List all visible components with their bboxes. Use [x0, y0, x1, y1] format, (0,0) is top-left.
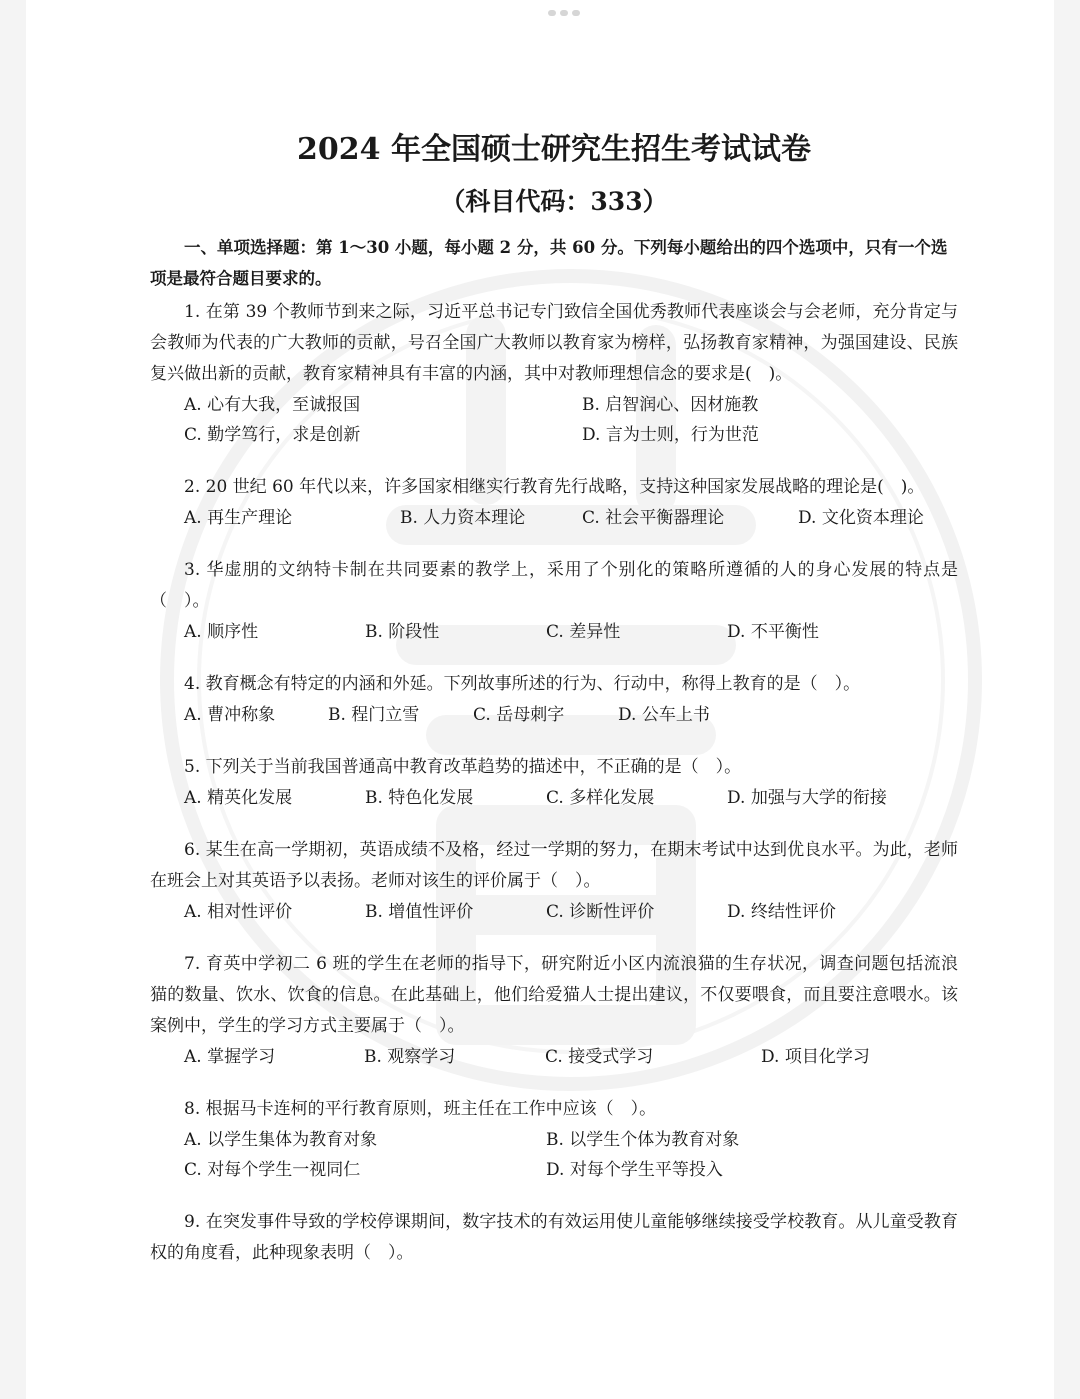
question-stem: 5. 下列关于当前我国普通高中教育改革趋势的描述中，不正确的是（ ）。	[184, 757, 742, 777]
option-c: C. 勤学笃行，求是创新	[184, 425, 361, 445]
option-d: D. 终结性评价	[727, 902, 836, 922]
option-b: B. 特色化发展	[365, 788, 474, 808]
question-1	[150, 297, 958, 450]
option-b: B. 阶段性	[365, 622, 440, 642]
option-c: C. 社会平衡器理论	[582, 508, 725, 528]
question-2	[150, 472, 958, 533]
question-9	[150, 1207, 958, 1269]
option-list	[150, 1042, 958, 1072]
option-a: A. 精英化发展	[184, 788, 293, 808]
option-a: A. 心有大我，至诚报国	[184, 395, 361, 415]
option-c: C. 岳母刺字	[473, 705, 565, 725]
option-list	[150, 700, 958, 730]
question-8	[150, 1094, 958, 1185]
option-d: D. 不平衡性	[727, 622, 819, 642]
page-title: 2024 年全国硕士研究生招生考试试卷	[297, 132, 811, 167]
option-c: C. 接受式学习	[545, 1047, 654, 1067]
option-list	[150, 1125, 958, 1185]
option-a: A. 再生产理论	[184, 508, 293, 528]
option-list	[150, 897, 958, 927]
option-list	[150, 503, 958, 533]
question-stem: 2. 20 世纪 60 年代以来，许多国家相继实行教育先行战略，支持这种国家发展战略的理论是( )。	[184, 477, 925, 497]
question-stem: 4. 教育概念有特定的内涵和外延。下列故事所述的行为、行动中，称得上教育的是（ ）。	[184, 674, 861, 694]
subject-code: （科目代码：333）	[440, 187, 668, 216]
question-3	[150, 555, 958, 647]
option-c: C. 差异性	[546, 622, 621, 642]
drag-handle[interactable]	[548, 10, 580, 16]
option-a: A. 以学生集体为教育对象	[184, 1130, 378, 1150]
option-b: B. 增值性评价	[365, 902, 474, 922]
option-b: B. 启智润心、因材施教	[582, 395, 759, 415]
option-d: D. 加强与大学的衔接	[727, 788, 887, 808]
question-stem: 1. 在第 39 个教师节到来之际，习近平总书记专门致信全国优秀教师代表座谈会与会老师，充分肯定与会教师为代表的广大教师的贡献，号召全国广大教师以教育家为榜样，弘扬教育家精神，为强国建设、民族复兴做出新的贡献，教育家精神具有丰富的内涵，其中对教师理想信念的要求是( )。	[150, 302, 958, 384]
question-6	[150, 835, 958, 927]
option-d: D. 对每个学生平等投入	[546, 1160, 723, 1180]
option-c: C. 多样化发展	[546, 788, 655, 808]
question-stem: 8. 根据马卡连柯的平行教育原则，班主任在工作中应该（ ）。	[184, 1099, 657, 1119]
option-list	[150, 783, 958, 813]
option-d: D. 言为士则，行为世范	[582, 425, 759, 445]
option-d: D. 项目化学习	[761, 1047, 870, 1067]
option-a: A. 曹冲称象	[184, 705, 276, 725]
option-c: C. 对每个学生一视同仁	[184, 1160, 361, 1180]
question-7	[150, 949, 958, 1072]
option-a: A. 相对性评价	[184, 902, 293, 922]
option-b: B. 人力资本理论	[400, 508, 526, 528]
option-b: B. 以学生个体为教育对象	[546, 1130, 740, 1150]
option-list	[150, 390, 958, 450]
question-stem: 6. 某生在高一学期初，英语成绩不及格，经过一学期的努力，在期末考试中达到优良水平。为此，老师在班会上对其英语予以表扬。老师对该生的评价属于（ ）。	[150, 840, 958, 891]
exam-content	[150, 128, 958, 1269]
question-stem: 9. 在突发事件导致的学校停课期间，数字技术的有效运用使儿童能够继续接受学校教育。从儿童受教育权的角度看，此种现象表明（ ）。	[150, 1212, 958, 1263]
option-b: B. 程门立雪	[328, 705, 420, 725]
option-c: C. 诊断性评价	[546, 902, 655, 922]
option-b: B. 观察学习	[364, 1047, 456, 1067]
question-stem: 3. 华虚朋的文纳特卡制在共同要素的教学上，采用了个别化的策略所遵循的人的身心发展的特点是（ ）。	[150, 560, 958, 611]
option-d: D. 文化资本理论	[798, 508, 924, 528]
option-list	[150, 617, 958, 647]
question-4	[150, 669, 958, 730]
section-heading: 一、单项选择题：第 1～30 小题，每小题 2 分，共 60 分。下列每小题给出的四个选项中，只有一个选项是最符合题目要求的。	[150, 238, 948, 288]
option-a: A. 顺序性	[184, 622, 259, 642]
exam-page	[26, 0, 1054, 1399]
option-d: D. 公车上书	[618, 705, 710, 725]
question-5	[150, 752, 958, 813]
question-stem: 7. 育英中学初二 6 班的学生在老师的指导下，研究附近小区内流浪猫的生存状况，调查问题包括流浪猫的数量、饮水、饮食的信息。在此基础上，他们给爱猫人士提出建议，不仅要喂食，而且要注意喂水。该案例中，学生的学习方式主要属于（ ）。	[150, 954, 958, 1036]
option-a: A. 掌握学习	[184, 1047, 276, 1067]
